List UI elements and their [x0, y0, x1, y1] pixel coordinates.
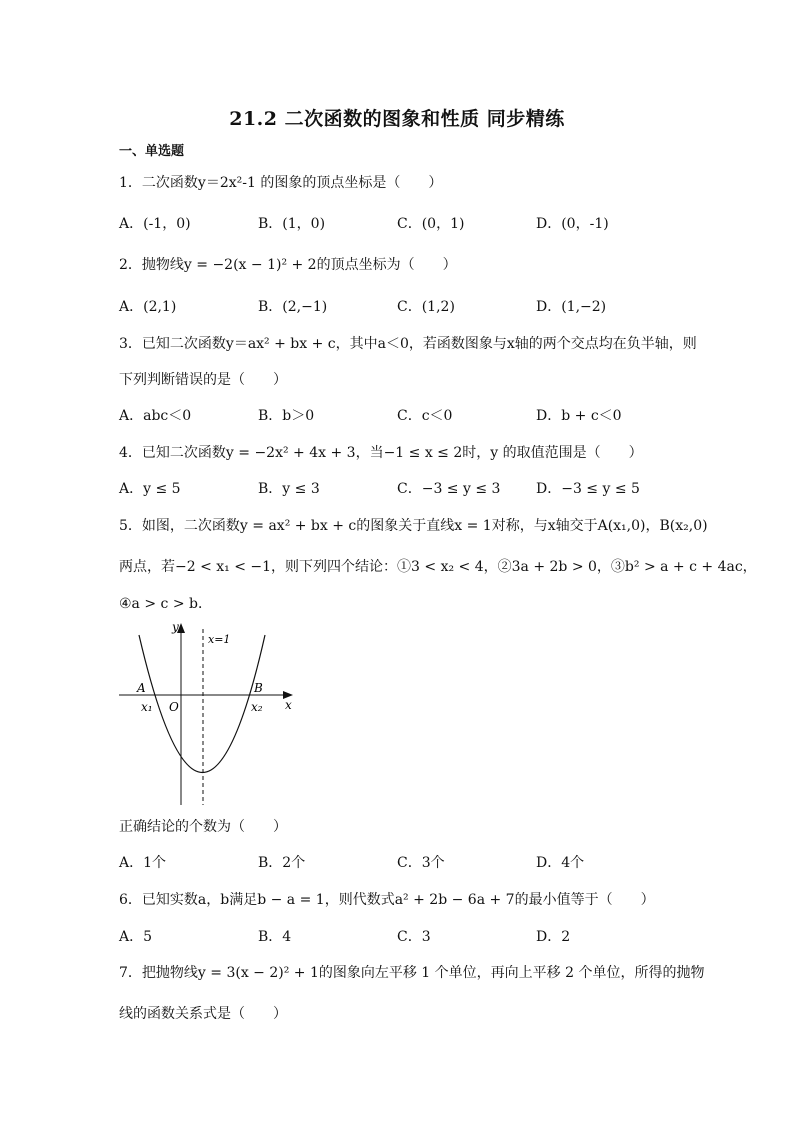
- q4-option-d: D．−3 ≤ y ≤ 5: [536, 481, 640, 497]
- q1-option-d: D．(0，-1): [536, 216, 609, 232]
- q1-option-a: A．(-1，0): [119, 216, 191, 232]
- x1-label: x₁: [141, 700, 153, 714]
- q2-option-a: A．(2,1): [119, 299, 177, 315]
- point-a-label: A: [137, 681, 146, 695]
- q6-option-d: D．2: [536, 929, 571, 945]
- parabola-figure: [119, 615, 304, 805]
- page-title: 21.2 二次函数的图象和性质 同步精练: [229, 108, 565, 130]
- q6-option-c: C．3: [397, 929, 431, 945]
- question-5-stem-line3: ④a > c > b．: [119, 596, 212, 612]
- x-axis-label: x: [285, 698, 292, 712]
- question-5-stem-line1: 5．如图，二次函数y = ax² + bx + c的图象关于直线x = 1对称，与x轴交于A(x₁,0)，B(x₂,0): [119, 518, 708, 534]
- question-3-stem-line1: 3．已知二次函数y＝ax² + bx + c，其中a＜0，若函数图象与x轴的两个交点均在负半轴，则: [119, 336, 697, 352]
- question-2-stem: 2．抛物线y = −2(x − 1)² + 2的顶点坐标为（ ）: [119, 257, 457, 273]
- q4-option-a: A．y ≤ 5: [119, 481, 181, 497]
- q2-option-b: B．(2,−1): [258, 299, 328, 315]
- q3-option-d: D．b + c＜0: [536, 408, 622, 424]
- question-5-prompt: 正确结论的个数为（ ）: [119, 819, 287, 835]
- q5-option-b: B．2个: [258, 855, 306, 871]
- q3-option-c: C．c＜0: [397, 408, 453, 424]
- question-3-stem-line2: 下列判断错误的是（ ）: [119, 372, 287, 388]
- question-7-stem-line1: 7．把抛物线y = 3(x − 2)² + 1的图象向左平移 1 个单位，再向上平移 2 个单位，所得的抛物: [119, 965, 705, 981]
- question-4-stem: 4．已知二次函数y = −2x² + 4x + 3，当−1 ≤ x ≤ 2时，y 的取值范围是（ ）: [119, 445, 643, 461]
- q5-option-d: D．4个: [536, 855, 585, 871]
- x2-label: x₂: [251, 700, 263, 714]
- question-5-stem-line2: 两点，若−2 < x₁ < −1，则下列四个结论：①3 < x₂ < 4，②3a + 2b > 0，③b² > a + c + 4ac，: [119, 559, 757, 575]
- origin-label: O: [169, 700, 179, 714]
- q6-option-b: B．4: [258, 929, 292, 945]
- q1-option-b: B．(1，0): [258, 216, 326, 232]
- q6-option-a: A．5: [119, 929, 153, 945]
- question-6-stem: 6．已知实数a，b满足b − a = 1，则代数式a² + 2b − 6a + 7的最小值等于（ ）: [119, 892, 655, 908]
- q4-option-c: C．−3 ≤ y ≤ 3: [397, 481, 501, 497]
- q3-option-b: B．b＞0: [258, 408, 315, 424]
- q3-option-a: A．abc＜0: [119, 408, 192, 424]
- q2-option-d: D．(1,−2): [536, 299, 607, 315]
- q2-option-c: C．(1,2): [397, 299, 455, 315]
- parabola-curve: [139, 635, 265, 773]
- section-heading: 一、单选题: [119, 144, 185, 159]
- symmetry-label: x=1: [208, 633, 231, 646]
- y-axis-label: y: [172, 620, 179, 634]
- q5-option-a: A．1个: [119, 855, 167, 871]
- question-1-stem: 1．二次函数y＝2x²-1 的图象的顶点坐标是（ ）: [119, 175, 443, 191]
- question-7-stem-line2: 线的函数关系式是（ ）: [119, 1006, 287, 1022]
- q4-option-b: B．y ≤ 3: [258, 481, 320, 497]
- point-b-label: B: [254, 681, 263, 695]
- q5-option-c: C．3个: [397, 855, 445, 871]
- q1-option-c: C．(0，1): [397, 216, 465, 232]
